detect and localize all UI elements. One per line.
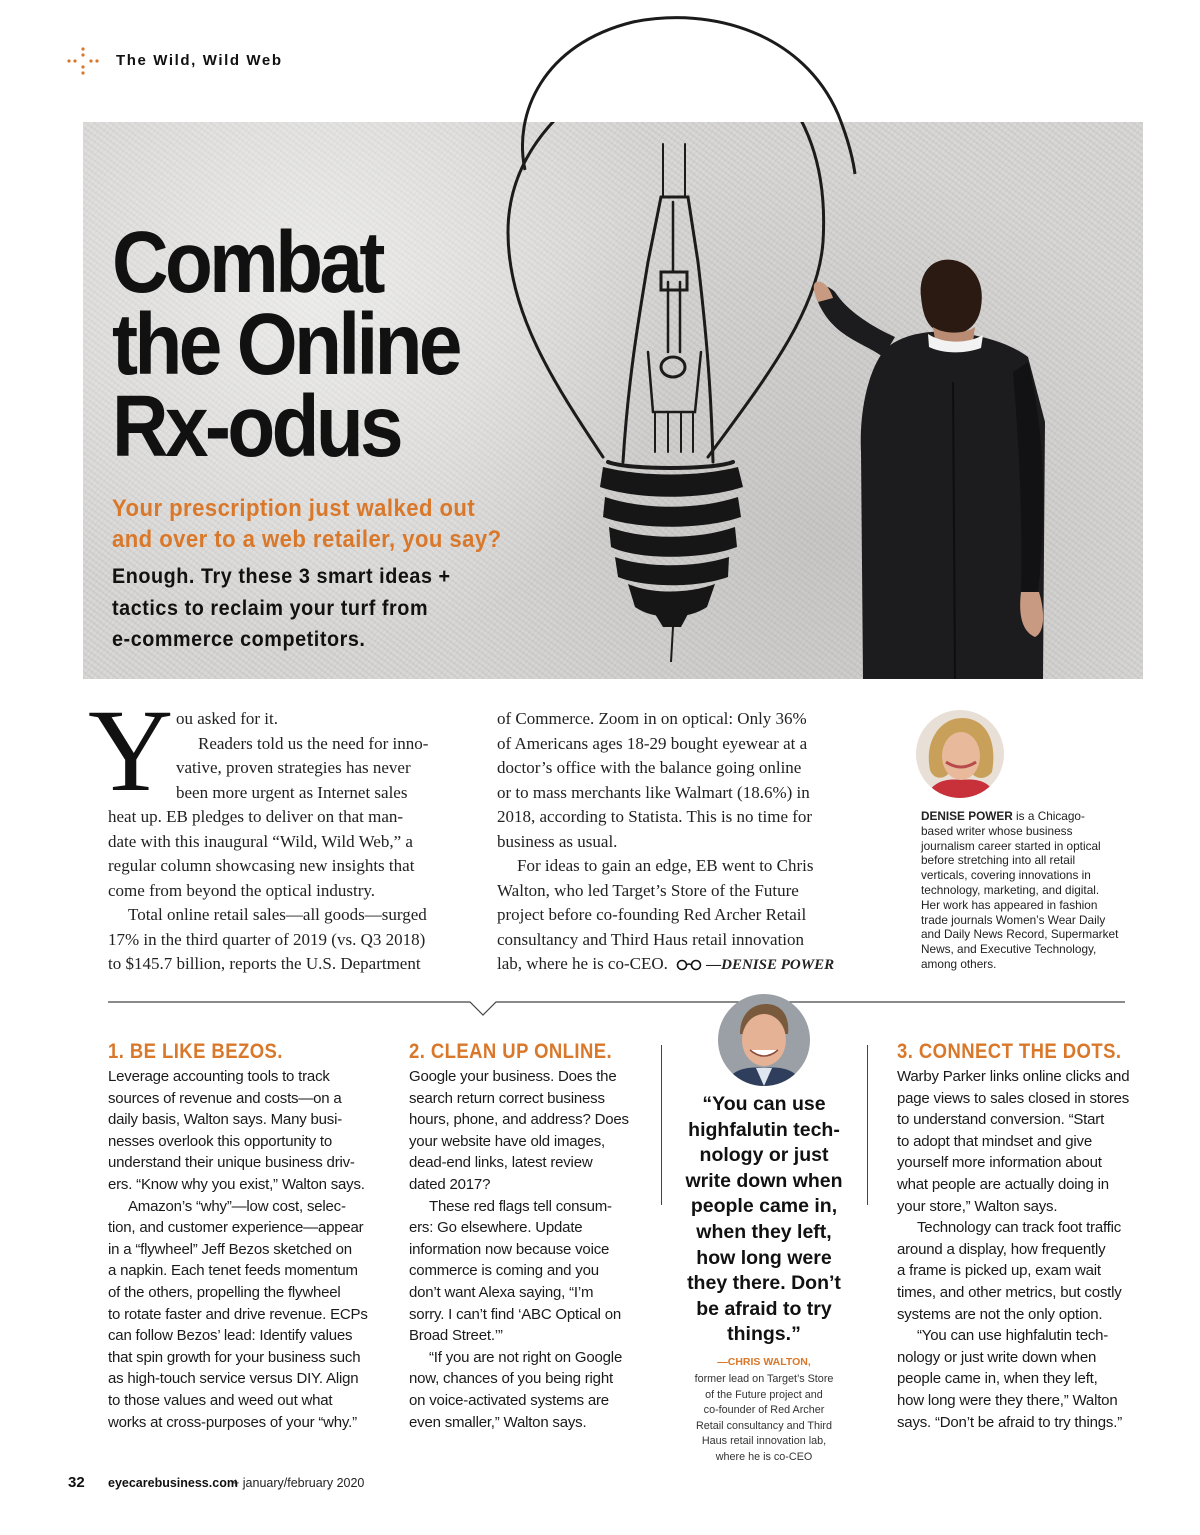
bio-line: trade journals Women’s Wear Daily bbox=[921, 912, 1106, 927]
body-line: in a “flywheel” Jeff Bezos sketched on bbox=[108, 1240, 352, 1258]
crosshair-icon bbox=[66, 46, 100, 76]
body-line: “You can use highfalutin tech- bbox=[917, 1327, 1109, 1345]
body-line: 2018, according to Statista. This is no time for bbox=[497, 807, 813, 826]
role-line: former lead on Target’s Store bbox=[694, 1373, 834, 1385]
tip-heading: 3. CONNECT THE DOTS. bbox=[897, 1040, 1122, 1063]
body-line: to understand conversion. “Start bbox=[897, 1111, 1105, 1129]
body-line: nology or just write down when bbox=[897, 1348, 1097, 1366]
role-line: where he is co-CEO bbox=[715, 1450, 813, 1463]
body-line: of the others, propelling the flywheel bbox=[108, 1283, 341, 1301]
author-bio bbox=[921, 809, 1136, 972]
body-line bbox=[497, 952, 855, 978]
footer-issue-date: + january/february 2020 bbox=[232, 1476, 365, 1490]
subhead-line: Your prescription just walked out bbox=[112, 495, 476, 522]
quote-line: things.” bbox=[727, 1323, 801, 1346]
body-line: now, chances of you being right bbox=[409, 1370, 613, 1388]
quote-attribution-name: —CHRIS WALTON, bbox=[717, 1356, 811, 1368]
body-line: “If you are not right on Google bbox=[429, 1348, 623, 1366]
lightbulb-outline-top bbox=[503, 14, 863, 174]
body-line: understand their unique business driv- bbox=[108, 1154, 355, 1172]
body-line: Leverage accounting tools to track bbox=[108, 1068, 330, 1085]
bio-line: journalism career started in optical bbox=[921, 838, 1101, 853]
bio-line: verticals, covering innovations in bbox=[921, 868, 1091, 883]
body-text: lab, where he is co-CEO. bbox=[497, 954, 668, 973]
headline bbox=[112, 214, 499, 475]
column-rule bbox=[661, 1045, 662, 1205]
body-line: that spin growth for your business such bbox=[108, 1348, 361, 1366]
body-line: sources of revenue and costs—on a bbox=[108, 1089, 342, 1107]
body-line: a frame is picked up, exam wait bbox=[897, 1262, 1101, 1280]
body-line: to those values and weed out what bbox=[108, 1391, 333, 1409]
dek bbox=[112, 561, 498, 656]
quote-line: how long were bbox=[696, 1246, 832, 1269]
body-line: a napkin. Each tenet feeds momentum bbox=[108, 1262, 358, 1280]
dek-line: tactics to reclaim your turf from bbox=[112, 595, 429, 620]
pull-quote bbox=[672, 1092, 856, 1348]
role-line: Haus retail innovation lab, bbox=[701, 1435, 827, 1448]
role-line: co-founder of Red Archer bbox=[703, 1404, 825, 1417]
quote-line: “You can use bbox=[702, 1093, 826, 1115]
body-line: ers. “Know why you exist,” Walton says. bbox=[108, 1175, 365, 1193]
dek-line: e-commerce competitors. bbox=[112, 627, 366, 651]
headline-line: Combat bbox=[112, 214, 382, 311]
intro-column-1 bbox=[108, 707, 466, 977]
eyeglasses-icon bbox=[676, 959, 702, 971]
tip-body bbox=[897, 1066, 1142, 1433]
body-line: consultancy and Third Haus retail innovation bbox=[497, 929, 805, 949]
column-rule bbox=[867, 1045, 868, 1205]
body-line: heat up. EB pledges to deliver on that man- bbox=[108, 807, 404, 826]
body-line: on voice-activated systems are bbox=[409, 1391, 609, 1409]
body-line: project before co-founding Red Archer Retail bbox=[497, 905, 807, 924]
dek-line: Enough. Try these 3 smart ideas + bbox=[112, 564, 451, 588]
body-line: of Americans ages 18-29 bought eyewear at a bbox=[497, 733, 808, 753]
body-line: dead-end links, latest review bbox=[409, 1154, 593, 1172]
tip-2 bbox=[409, 1040, 649, 1433]
tip-3 bbox=[897, 1040, 1142, 1433]
body-line: For ideas to gain an edge, EB went to Chris bbox=[517, 856, 814, 875]
bio-line: technology, marketing, and digital. bbox=[921, 882, 1100, 897]
body-line: date with this inaugural “Wild, Wild Web,” a bbox=[108, 831, 413, 851]
quote-attribution-role bbox=[672, 1372, 856, 1466]
bio-line: and Daily News Record, Supermarket bbox=[921, 927, 1119, 942]
body-line: dated 2017? bbox=[409, 1175, 491, 1193]
body-line: systems are not the only option. bbox=[897, 1305, 1103, 1323]
body-line: been more urgent as Internet sales bbox=[176, 782, 408, 802]
bio-line: before stretching into all retail bbox=[921, 853, 1076, 868]
tip-body bbox=[409, 1066, 649, 1433]
tip-heading: 1. BE LIKE BEZOS. bbox=[108, 1040, 283, 1063]
body-line: to adopt that mindset and give bbox=[897, 1132, 1092, 1150]
author-name: DENISE POWER bbox=[921, 809, 1013, 823]
body-line: yourself more information about bbox=[897, 1154, 1102, 1172]
tip-body bbox=[108, 1066, 383, 1433]
bio-line: News, and Executive Technology, bbox=[921, 942, 1097, 957]
body-line: Walton, who led Target’s Store of the Future bbox=[497, 880, 799, 900]
headline-line: Rx-odus bbox=[112, 377, 400, 475]
body-line: hours, phone, and address? Does bbox=[409, 1111, 629, 1129]
body-line: Total online retail sales—all goods—surged bbox=[128, 905, 427, 924]
body-line: works at cross-purposes of your “why.” bbox=[108, 1413, 357, 1431]
quote-line: they there. Don’t bbox=[687, 1272, 841, 1295]
body-line: ou asked for it. bbox=[176, 709, 278, 728]
subhead-line: and over to a web retailer, you say? bbox=[112, 526, 502, 553]
body-line: Warby Parker links online clicks and bbox=[897, 1068, 1130, 1085]
quote-line: write down when bbox=[685, 1169, 843, 1192]
body-line: nesses overlook this opportunity to bbox=[108, 1132, 332, 1150]
bio-line: is a Chicago- bbox=[1012, 809, 1085, 823]
body-line: information now because voice bbox=[409, 1240, 610, 1258]
body-line: your website have old images, bbox=[409, 1132, 605, 1150]
quote-line: when they left, bbox=[696, 1220, 832, 1243]
footer-website: eyecarebusiness.com bbox=[108, 1476, 238, 1490]
body-line: Readers told us the need for inno- bbox=[198, 733, 429, 753]
body-line: around a display, how frequently bbox=[897, 1240, 1106, 1258]
role-line: of the Future project and bbox=[705, 1388, 823, 1401]
body-line: Broad Street.’” bbox=[409, 1327, 503, 1345]
page-number: 32 bbox=[68, 1474, 85, 1491]
body-line: commerce is coming and you bbox=[409, 1262, 599, 1280]
body-line: These red flags tell consum- bbox=[429, 1197, 612, 1215]
role-line: Retail consultancy and Third bbox=[695, 1419, 833, 1432]
bio-line: Her work has appeared in fashion bbox=[921, 897, 1098, 912]
drop-cap: Y bbox=[88, 685, 174, 816]
body-line: daily basis, Walton says. Many busi- bbox=[108, 1111, 343, 1129]
tip-heading: 2. CLEAN UP ONLINE. bbox=[409, 1040, 613, 1063]
tip-1 bbox=[108, 1040, 383, 1433]
body-line: what people are actually doing in bbox=[897, 1175, 1109, 1193]
intro-column-2 bbox=[497, 707, 855, 978]
body-line: 17% in the third quarter of 2019 (vs. Q3 2018) bbox=[108, 929, 426, 949]
headline-line: the Online bbox=[112, 295, 459, 393]
body-line: search return correct business bbox=[409, 1089, 605, 1107]
quote-line: be afraid to try bbox=[696, 1297, 832, 1320]
body-line: people came in, when they left, bbox=[897, 1370, 1098, 1388]
body-line: to $145.7 billion, reports the U.S. Department bbox=[108, 954, 421, 973]
body-line: Technology can track foot traffic bbox=[917, 1219, 1122, 1237]
bio-line: based writer whose business bbox=[921, 823, 1073, 838]
body-line: don’t want Alexa saying, “I’m bbox=[409, 1283, 594, 1301]
body-line: can follow Bezos’ lead: Identify values bbox=[108, 1327, 353, 1345]
body-line: regular column showcasing new insights that bbox=[108, 856, 415, 875]
subhead bbox=[112, 493, 517, 555]
body-line: your store,” Walton says. bbox=[897, 1197, 1058, 1215]
body-line: how long were they there,” Walton bbox=[897, 1391, 1118, 1409]
author-avatar bbox=[916, 710, 1004, 798]
body-line: of Commerce. Zoom in on optical: Only 36% bbox=[497, 709, 807, 728]
bio-line: among others. bbox=[921, 956, 997, 971]
section-divider bbox=[108, 994, 1125, 1024]
quote-line: highfalutin tech- bbox=[688, 1118, 840, 1141]
body-line: ers: Go elsewhere. Update bbox=[409, 1219, 583, 1237]
body-line: Amazon’s “why”—low cost, selec- bbox=[128, 1197, 346, 1215]
quote-avatar bbox=[718, 994, 810, 1086]
body-line: come from beyond the optical industry. bbox=[108, 880, 376, 900]
quote-line: people came in, bbox=[690, 1195, 838, 1218]
body-line: vative, proven strategies has never bbox=[176, 758, 411, 777]
body-line: page views to sales closed in stores bbox=[897, 1089, 1130, 1107]
quote-line: nology or just bbox=[699, 1144, 829, 1167]
author-signature: —DENISE POWER bbox=[706, 957, 835, 973]
body-line: times, and other metrics, but costly bbox=[897, 1283, 1122, 1301]
body-line: as high-touch service versus DIY. Align bbox=[108, 1370, 359, 1388]
body-line: even smaller,” Walton says. bbox=[409, 1413, 587, 1431]
section-title: The Wild, Wild Web bbox=[116, 52, 283, 69]
body-line: business as usual. bbox=[497, 831, 618, 851]
body-line: sorry. I can’t find ‘ABC Optical on bbox=[409, 1305, 621, 1323]
body-line: or to mass merchants like Walmart (18.6%) in bbox=[497, 782, 810, 802]
body-line: doctor’s office with the balance going online bbox=[497, 758, 802, 777]
body-line: to rotate faster and drive revenue. ECPs bbox=[108, 1305, 368, 1323]
body-line: says. “Don’t be afraid to try things.” bbox=[897, 1413, 1122, 1431]
body-line: tion, and customer experience—appear bbox=[108, 1219, 364, 1237]
body-line: Google your business. Does the bbox=[409, 1068, 617, 1085]
